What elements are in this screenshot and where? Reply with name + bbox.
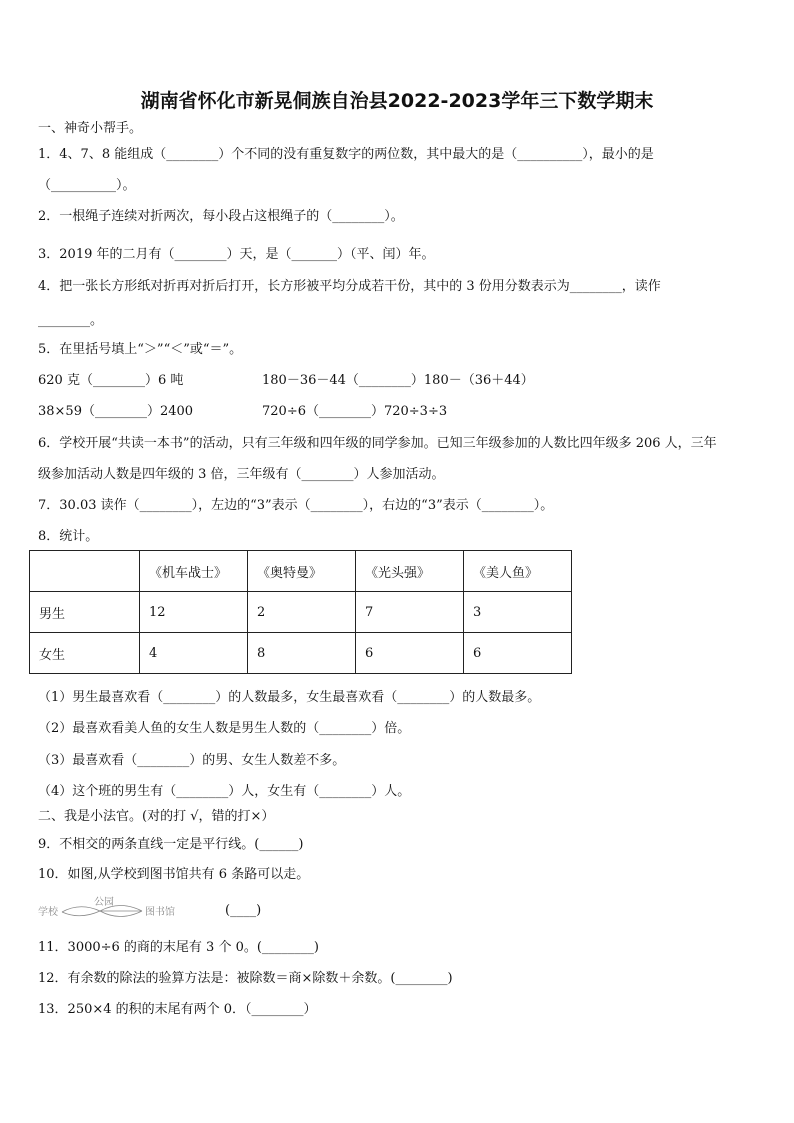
question-12: 12．有余数的除法的验算方法是：被除数＝商×除数＋余数。(________) [38,971,453,986]
question-5-row-2-right: 720÷6（________）720÷3÷3 [262,404,448,419]
table-row-label: 男生 [30,592,140,633]
question-8-part-2: （2）最喜欢看美人鱼的女生人数是男生人数的（________）倍。 [38,721,411,736]
table-cell: 4 [140,633,248,674]
section-2-heading: 二、我是小法官。(对的打 √，错的打×） [38,809,275,824]
question-10-answer-blank: (____) [225,903,262,918]
page-title: 湖南省怀化市新晃侗族自治县2022-2023学年三下数学期末 [140,90,654,112]
table-header-cell: 《光头强》 [356,551,464,592]
diagram-label-library: 图书馆 [145,907,175,918]
table-cell: 7 [356,592,464,633]
route-path [100,911,142,917]
table-cell: 3 [464,592,572,633]
table-row [30,592,572,633]
question-5: 5．在里括号填上“＞”“＜”或“＝”。 [38,342,243,357]
table-header-row [30,551,572,592]
question-2: 2．一根绳子连续对折两次，每小段占这根绳子的（________）。 [38,209,404,224]
table-cell: 8 [248,633,356,674]
question-8-part-3: （3）最喜欢看（________）的男、女生人数差不多。 [38,753,346,768]
question-13: 13．250×4 的积的末尾有两个 0．（________） [38,1002,317,1017]
table-header-cell: 《美人鱼》 [464,551,572,592]
table-cell [30,551,140,592]
question-8-part-4: （4）这个班的男生有（________）人，女生有（________）人。 [38,784,411,799]
table-cell: 6 [464,633,572,674]
question-11: 11．3000÷6 的商的末尾有 3 个 0。(________) [38,940,320,955]
question-4-line-2: ________。 [38,313,104,328]
table-header-cell: 《机车战士》 [140,551,248,592]
question-1-line-1: 1．4、7、8 能组成（________）个不同的没有重复数字的两位数，其中最大的是（__________），最小的是 [38,147,654,162]
statistics-table [29,550,572,674]
question-8-part-1: （1）男生最喜欢看（________）的人数最多，女生最喜欢看（________）的人数最多。 [38,690,541,705]
diagram-label-park: 公园 [94,897,114,908]
table-cell: 2 [248,592,356,633]
route-diagram [38,896,188,922]
table-cell: 12 [140,592,248,633]
table-row-label: 女生 [30,633,140,674]
question-4-line-1: 4．把一张长方形纸对折再对折后打开，长方形被平均分成若干份，其中的 3 份用分数表示为________，读作 [38,279,661,294]
question-5-row-1-right: 180－36－44（________）180－（36＋44） [262,373,534,388]
question-6-line-1: 6．学校开展“共读一本书”的活动，只有三年级和四年级的同学参加。已知三年级参加的人数比四年级多 206 人，三年 [38,436,717,451]
table-header-cell: 《奥特曼》 [248,551,356,592]
question-9: 9．不相交的两条直线一定是平行线。(______) [38,837,304,852]
diagram-label-school: 学校 [38,907,58,918]
table-row [30,633,572,674]
question-5-row-1-left: 620 克（________）6 吨 [38,373,184,388]
question-8: 8．统计。 [38,529,99,544]
question-6-line-2: 级参加活动人数是四年级的 3 倍，三年级有（________）人参加活动。 [38,467,445,482]
route-path [62,911,100,916]
question-5-row-2-left: 38×59（________）2400 [38,404,194,419]
question-10: 10．如图,从学校到图书馆共有 6 条路可以走。 [38,867,310,882]
question-3: 3．2019 年的二月有（________）天，是（_______）（平、闰）年。 [38,247,435,262]
question-1-line-2: （__________）。 [38,178,136,193]
question-7: 7．30.03 读作（________），左边的“3”表示（________），右边的“3”表示（________）。 [38,498,554,513]
table-cell: 6 [356,633,464,674]
section-1-heading: 一、神奇小帮手。 [38,121,143,136]
